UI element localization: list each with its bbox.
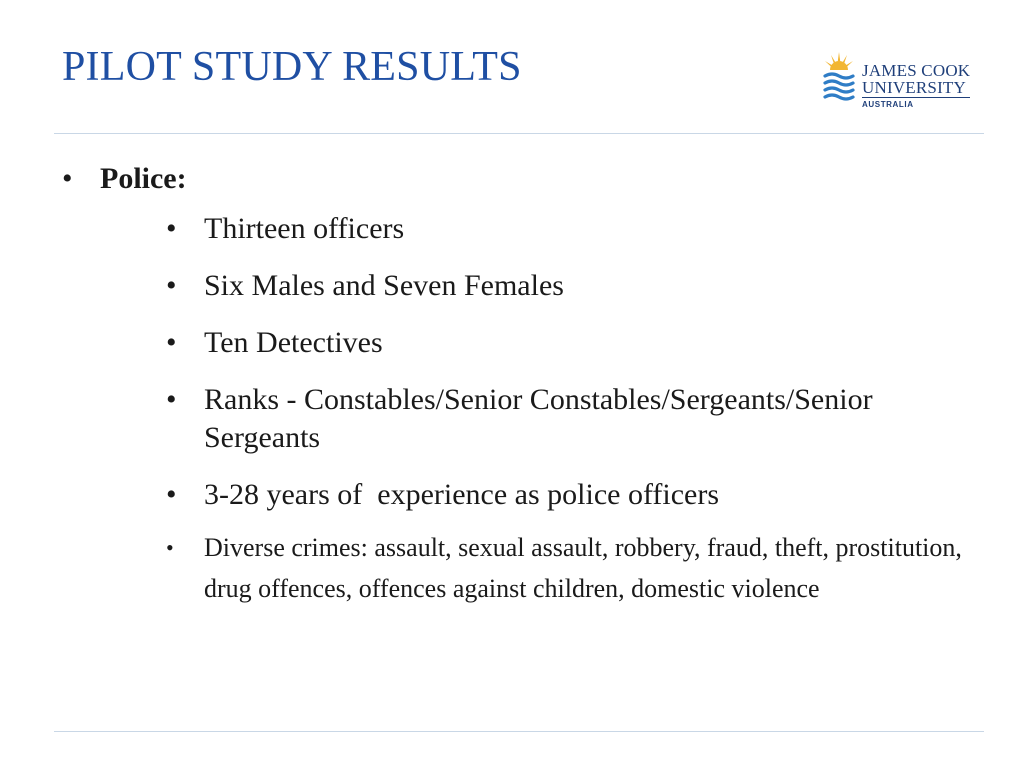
list-item-text: Six Males and Seven Females	[204, 268, 564, 302]
jcu-logo-text	[862, 62, 970, 111]
jcu-logo	[822, 52, 974, 116]
bullet-icon: •	[166, 325, 177, 359]
slide-body	[62, 160, 982, 628]
top-divider	[54, 133, 984, 134]
police-heading: Police:	[100, 162, 187, 195]
jcu-logo-icon	[822, 52, 856, 108]
list-item-text: Diverse crimes: assault, sexual assault, robbery, fraud, theft, prostitution, drug offences, offences against children, domestic violence	[204, 532, 962, 603]
bullet-icon: •	[166, 382, 177, 416]
bullet-icon: •	[166, 268, 177, 302]
list-item	[166, 324, 982, 362]
bullet-icon: •	[166, 534, 174, 560]
list-item-police	[62, 160, 982, 609]
list-item-text: Ten Detectives	[204, 325, 383, 359]
list-item-text: Ranks - Constables/Senior Constables/Sergeants/Senior Sergeants	[204, 382, 873, 454]
list-item	[166, 527, 982, 609]
list-item-text: 3-28 years of experience as police officers	[204, 477, 720, 511]
list-item	[166, 267, 982, 305]
slide-title: PILOT STUDY RESULTS	[62, 44, 522, 90]
sub-bullet-list	[100, 210, 982, 609]
bullet-icon: •	[62, 162, 73, 195]
list-item	[166, 381, 982, 457]
bullet-list	[62, 160, 982, 609]
logo-line-1: JAMES COOK	[862, 61, 971, 80]
bottom-divider	[54, 731, 984, 732]
list-item-text: Thirteen officers	[204, 211, 405, 245]
list-item	[166, 210, 982, 248]
list-item	[166, 476, 982, 514]
bullet-icon: •	[166, 477, 177, 511]
bullet-icon: •	[166, 211, 177, 245]
logo-line-2: UNIVERSITY	[862, 78, 966, 97]
logo-line-3: AUSTRALIA	[862, 97, 970, 111]
